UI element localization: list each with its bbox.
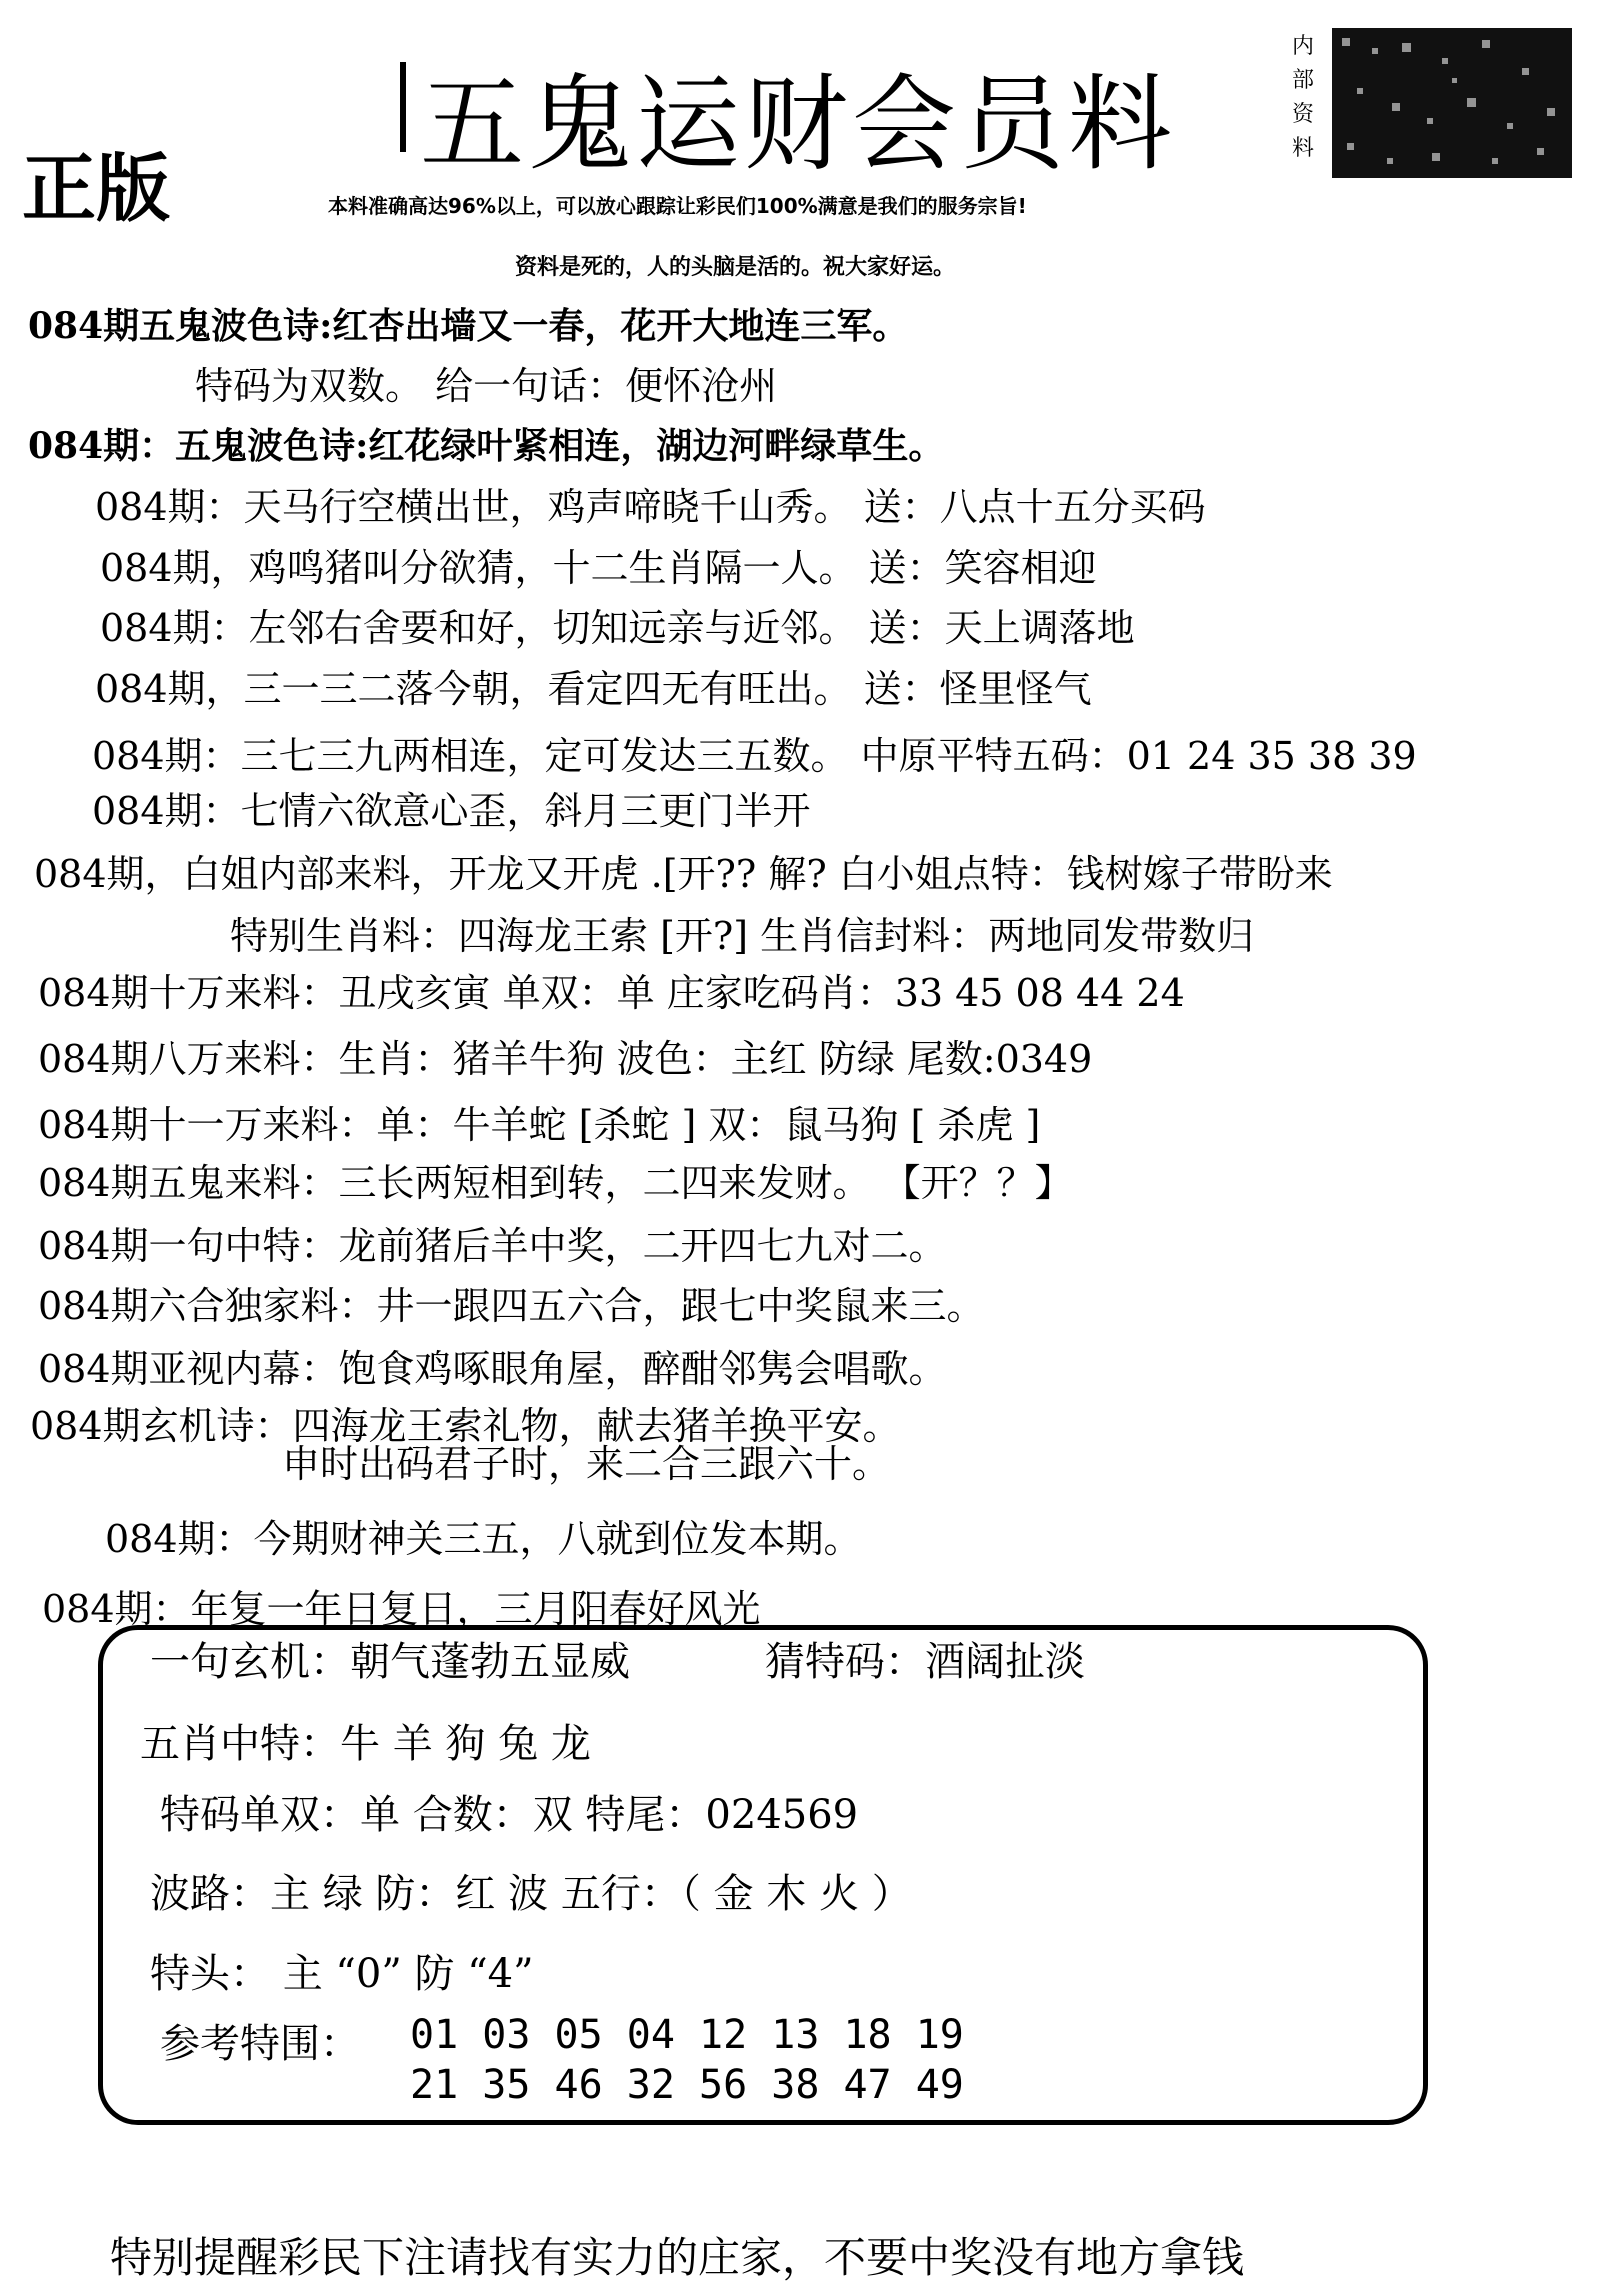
slogan-primary: 本料准确高达96%以上，可以放心跟踪让彩民们100%满意是我们的服务宗旨! bbox=[328, 194, 1027, 218]
list-item: 084期：天马行空横出世，鸡声啼晓千山秀。 送：八点十五分买码 bbox=[95, 485, 1206, 529]
title-divider bbox=[400, 62, 406, 152]
page-title: 五鬼运财会员料 bbox=[420, 63, 1177, 185]
list-item: 084期五鬼来料：三长两短相到转，二四来发财。 【开？？】 bbox=[38, 1161, 1073, 1205]
ref-row-2: 21 35 46 32 56 38 47 49 bbox=[410, 2062, 964, 2108]
list-item: 084期八万来料：生肖：猪羊牛狗 波色：主红 防绿 尾数:0349 bbox=[38, 1037, 1093, 1081]
side-label: 内部资料 bbox=[1291, 34, 1314, 161]
list-item: 特码为双数。 给一句话：便怀沧州 bbox=[195, 364, 778, 408]
list-item: 084期：左邻右舍要和好，切知远亲与近邻。 送：天上调落地 bbox=[100, 606, 1135, 650]
list-item: 申时出码君子时，来二合三跟六十。 bbox=[282, 1442, 891, 1486]
list-item: 084期：七情六欲意心歪，斜月三更门半开 bbox=[92, 789, 811, 833]
list-item: 084期十一万来料：单：牛羊蛇 [杀蛇 ] 双：鼠马狗 [ 杀虎 ] bbox=[38, 1103, 1041, 1147]
ref-row-1: 01 03 05 04 12 13 18 19 bbox=[410, 2012, 964, 2058]
wave-line: 波路：主 绿 防：红 波 五行：（ 金 木 火 ） bbox=[150, 1871, 912, 1917]
list-item: 084期：五鬼波色诗:红花绿叶紧相连，湖边河畔绿草生。 bbox=[28, 425, 945, 467]
list-item: 084期，三一三二落今朝，看定四无有旺出。 送：怪里怪气 bbox=[95, 667, 1092, 711]
list-item: 084期：年复一年日复日，三月阳春好风光 bbox=[42, 1587, 761, 1631]
list-item: 084期：三七三九两相连，定可发达三五数。 中原平特五码：01 24 35 38 39 bbox=[92, 734, 1417, 778]
head-line: 特头： 主 “0” 防 “4” bbox=[150, 1951, 534, 1997]
riddle-line: 一句玄机：朝气蓬勃五显威 bbox=[150, 1639, 630, 1685]
list-item: 特别生肖料：四海龙王索 [开?] 生肖信封料：两地同发带数归 bbox=[230, 914, 1255, 958]
guess-line: 猜特码：酒阔扯淡 bbox=[765, 1639, 1085, 1685]
list-item: 084期六合独家料：井一跟四五六合，跟七中奖鼠来三。 bbox=[38, 1284, 985, 1328]
slogan-secondary: 资料是死的，人的头脑是活的。祝大家好运。 bbox=[515, 255, 956, 280]
list-item: 084期一句中特：龙前猪后羊中奖，二开四七九对二。 bbox=[38, 1224, 947, 1268]
list-item: 084期五鬼波色诗:红杏出墙又一春，花开大地连三军。 bbox=[28, 305, 909, 347]
ref-label: 参考特围： bbox=[160, 2021, 360, 2067]
footer-notice: 特别提醒彩民下注请找有实力的庄家，不要中奖没有地方拿钱 bbox=[110, 2233, 1245, 2282]
qr-code-icon bbox=[1332, 28, 1572, 178]
list-item: 084期：今期财神关三五，八就到位发本期。 bbox=[105, 1517, 862, 1561]
list-item: 084期玄机诗：四海龙王索礼物，献去猪羊换平安。 bbox=[30, 1404, 901, 1448]
list-item: 084期十万来料：丑戌亥寅 单双：单 庄家吃码肖：33 45 08 44 24 bbox=[38, 971, 1185, 1015]
five-zodiac-line: 五肖中特：牛 羊 狗 兔 龙 bbox=[140, 1721, 591, 1767]
edition-label: 正版 bbox=[22, 146, 170, 232]
odd-even-line: 特码单双：单 合数：双 特尾：024569 bbox=[160, 1792, 859, 1838]
list-item: 084期，鸡鸣猪叫分欲猜，十二生肖隔一人。 送：笑容相迎 bbox=[100, 546, 1097, 590]
list-item: 084期亚视内幕：饱食鸡啄眼角屋，醉酣邻隽会唱歌。 bbox=[38, 1347, 947, 1391]
list-item: 084期，白姐内部来料，开龙又开虎 .[开?? 解? 白小姐点特：钱树嫁子带盼来 bbox=[34, 852, 1333, 896]
